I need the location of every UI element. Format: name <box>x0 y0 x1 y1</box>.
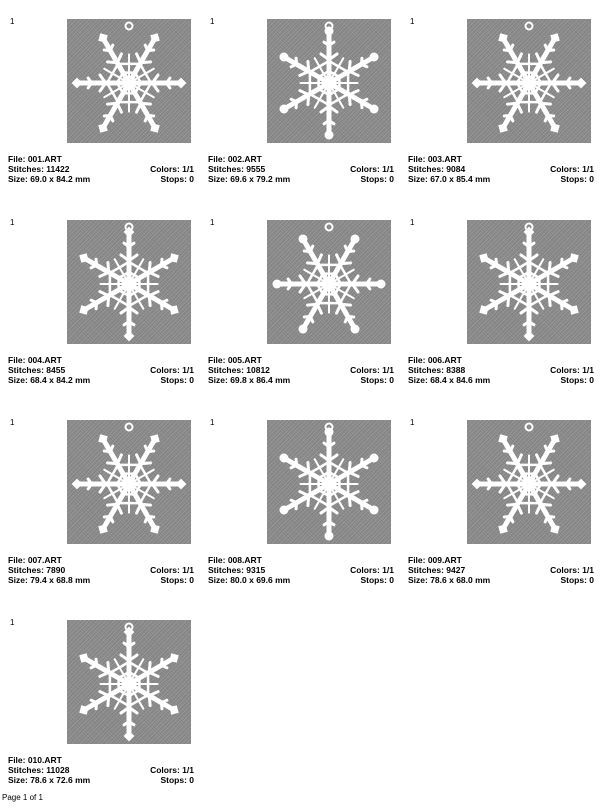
stitch-count: Stitches: 9315 <box>208 565 266 575</box>
design-info <box>8 755 194 785</box>
design-card <box>208 218 394 408</box>
stop-count: Stops: 0 <box>560 174 594 184</box>
color-count: Colors: 1/1 <box>350 365 394 375</box>
page-footer: Page 1 of 1 <box>2 793 43 802</box>
design-thumbnail <box>67 220 191 344</box>
page-number: 1 <box>10 218 15 227</box>
design-thumbnail <box>267 420 391 544</box>
stitch-count: Stitches: 9084 <box>408 164 466 174</box>
stitch-count: Stitches: 7890 <box>8 565 66 575</box>
design-size: Size: 80.0 x 69.6 mm <box>208 575 291 585</box>
design-size: Size: 69.0 x 84.2 mm <box>8 174 91 184</box>
stop-count: Stops: 0 <box>560 575 594 585</box>
design-info <box>208 154 394 184</box>
design-size: Size: 68.4 x 84.2 mm <box>8 375 91 385</box>
design-card <box>408 418 594 608</box>
design-info <box>408 555 594 585</box>
design-info <box>8 555 194 585</box>
file-name: File: 003.ART <box>408 154 462 164</box>
design-thumbnail <box>467 19 591 143</box>
color-count: Colors: 1/1 <box>350 565 394 575</box>
page-number: 1 <box>210 17 215 26</box>
design-info <box>8 355 194 385</box>
design-info <box>208 555 394 585</box>
stop-count: Stops: 0 <box>160 775 194 785</box>
design-card <box>208 17 394 207</box>
design-card <box>408 17 594 207</box>
color-count: Colors: 1/1 <box>350 164 394 174</box>
design-info <box>408 154 594 184</box>
design-size: Size: 68.4 x 84.6 mm <box>408 375 491 385</box>
color-count: Colors: 1/1 <box>550 164 594 174</box>
stop-count: Stops: 0 <box>160 575 194 585</box>
design-thumbnail <box>267 220 391 344</box>
file-name: File: 006.ART <box>408 355 462 365</box>
stop-count: Stops: 0 <box>160 375 194 385</box>
stitch-count: Stitches: 11422 <box>8 164 70 174</box>
design-size: Size: 78.6 x 68.0 mm <box>408 575 491 585</box>
design-card <box>408 218 594 408</box>
file-name: File: 002.ART <box>208 154 262 164</box>
file-name: File: 007.ART <box>8 555 62 565</box>
design-size: Size: 69.8 x 86.4 mm <box>208 375 291 385</box>
snowflake-icon <box>467 220 591 344</box>
stop-count: Stops: 0 <box>360 174 394 184</box>
file-name: File: 008.ART <box>208 555 262 565</box>
file-name: File: 009.ART <box>408 555 462 565</box>
page-number: 1 <box>210 218 215 227</box>
color-count: Colors: 1/1 <box>150 164 194 174</box>
file-name: File: 004.ART <box>8 355 62 365</box>
stitch-count: Stitches: 8388 <box>408 365 466 375</box>
design-thumbnail <box>67 420 191 544</box>
snowflake-icon <box>67 220 191 344</box>
page-number: 1 <box>410 418 415 427</box>
design-card <box>8 418 194 608</box>
design-info <box>408 355 594 385</box>
color-count: Colors: 1/1 <box>150 565 194 575</box>
page-number: 1 <box>10 418 15 427</box>
page-number: 1 <box>410 218 415 227</box>
stop-count: Stops: 0 <box>160 174 194 184</box>
color-count: Colors: 1/1 <box>150 365 194 375</box>
page-number: 1 <box>10 618 15 627</box>
snowflake-icon <box>67 19 191 143</box>
color-count: Colors: 1/1 <box>550 565 594 575</box>
design-info <box>208 355 394 385</box>
page-number: 1 <box>10 17 15 26</box>
stitch-count: Stitches: 9427 <box>408 565 466 575</box>
stop-count: Stops: 0 <box>560 375 594 385</box>
design-size: Size: 69.6 x 79.2 mm <box>208 174 291 184</box>
stitch-count: Stitches: 8455 <box>8 365 66 375</box>
page-number: 1 <box>410 17 415 26</box>
design-info <box>8 154 194 184</box>
snowflake-icon <box>267 220 391 344</box>
color-count: Colors: 1/1 <box>150 765 194 775</box>
design-card <box>8 17 194 207</box>
color-count: Colors: 1/1 <box>550 365 594 375</box>
design-thumbnail <box>467 420 591 544</box>
design-thumbnail <box>267 19 391 143</box>
stop-count: Stops: 0 <box>360 375 394 385</box>
snowflake-icon <box>67 420 191 544</box>
design-size: Size: 78.6 x 72.6 mm <box>8 775 91 785</box>
snowflake-icon <box>467 420 591 544</box>
snowflake-icon <box>267 19 391 143</box>
design-card <box>208 418 394 608</box>
file-name: File: 005.ART <box>208 355 262 365</box>
file-name: File: 001.ART <box>8 154 62 164</box>
design-size: Size: 79.4 x 68.8 mm <box>8 575 91 585</box>
design-thumbnail <box>67 620 191 744</box>
stop-count: Stops: 0 <box>360 575 394 585</box>
design-size: Size: 67.0 x 85.4 mm <box>408 174 491 184</box>
file-name: File: 010.ART <box>8 755 62 765</box>
design-thumbnail <box>467 220 591 344</box>
stitch-count: Stitches: 9555 <box>208 164 266 174</box>
design-card <box>8 218 194 408</box>
page-number: 1 <box>210 418 215 427</box>
snowflake-icon <box>467 19 591 143</box>
snowflake-icon <box>267 420 391 544</box>
stitch-count: Stitches: 11028 <box>8 765 70 775</box>
snowflake-icon <box>67 620 191 744</box>
design-thumbnail <box>67 19 191 143</box>
design-card <box>8 618 194 808</box>
stitch-count: Stitches: 10812 <box>208 365 270 375</box>
